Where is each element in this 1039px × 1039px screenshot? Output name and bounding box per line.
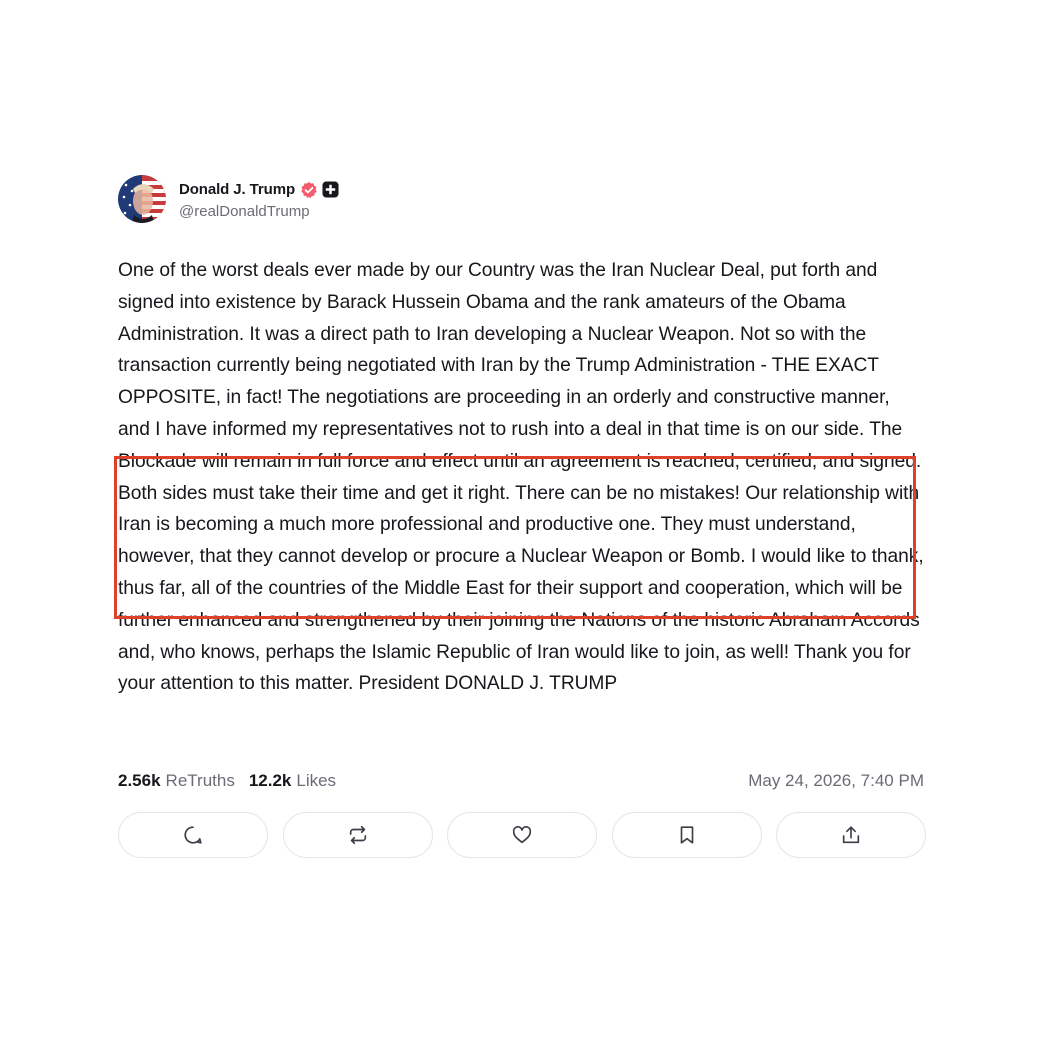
post-timestamp[interactable]: May 24, 2026, 7:40 PM — [748, 771, 924, 790]
name-row — [179, 179, 339, 201]
bookmark-button[interactable] — [612, 812, 762, 858]
display-name[interactable]: Donald J. Trump — [179, 181, 296, 198]
likes-count: 12.2k — [248, 771, 292, 790]
likes-label: Likes — [296, 771, 337, 790]
retruths-count: 2.56k — [118, 771, 161, 790]
avatar-image — [118, 175, 166, 223]
share-icon — [840, 824, 862, 846]
truth-post — [118, 174, 924, 790]
plus-badge-icon — [322, 181, 339, 198]
likes-stat[interactable] — [249, 771, 336, 791]
comment-icon — [182, 824, 204, 846]
reply-button[interactable] — [118, 812, 268, 858]
post-header — [118, 174, 924, 224]
post-text: One of the worst deals ever made by our Country was the Iran Nuclear Deal, put forth and signed into existence by Barack Hussein Obama and the rank amateurs of the Obama Administration. It was a direct path to Iran developing a Nuclear Weapon. Not so with the transaction currently being negotiated with Iran by the Trump Administration - THE EXACT OPPOSITE, in fact! The negotiations are proceeding in an orderly and constructive manner, and I have informed my representatives not to rush into a deal in that time is on our side. The Blockade will remain in full force and effect until an agreement is reached, certified, and signed. Both sides must take their time and get it right. There can be no mistakes! Our relationship with Iran is becoming a much more professional and productive one. They must understand, however, that they cannot develop or procure a Nuclear Weapon or Bomb. I would like to thank, thus far, all of the countries of the Middle East for their support and cooperation, which will be further enhanced and strengthened by their joining the Nations of the historic Abraham Accords and, who knows, perhaps the Islamic Republic of Iran would like to join, as well! Thank you for your attention to this matter. President DONALD J. TRUMP — [118, 260, 924, 695]
repost-icon — [347, 824, 369, 846]
heart-icon — [511, 824, 533, 846]
action-bar — [118, 812, 926, 858]
retruth-button[interactable] — [283, 812, 433, 858]
author-names — [179, 179, 339, 220]
like-button[interactable] — [447, 812, 597, 858]
bookmark-icon — [676, 824, 698, 846]
verified-check-icon — [300, 181, 318, 199]
share-button[interactable] — [776, 812, 926, 858]
avatar[interactable] — [118, 175, 166, 223]
post-stats — [118, 771, 924, 791]
post-body — [118, 255, 924, 700]
retruths-label: ReTruths — [165, 771, 235, 790]
retruths-stat[interactable] — [118, 771, 235, 791]
handle[interactable]: @realDonaldTrump — [179, 202, 310, 220]
